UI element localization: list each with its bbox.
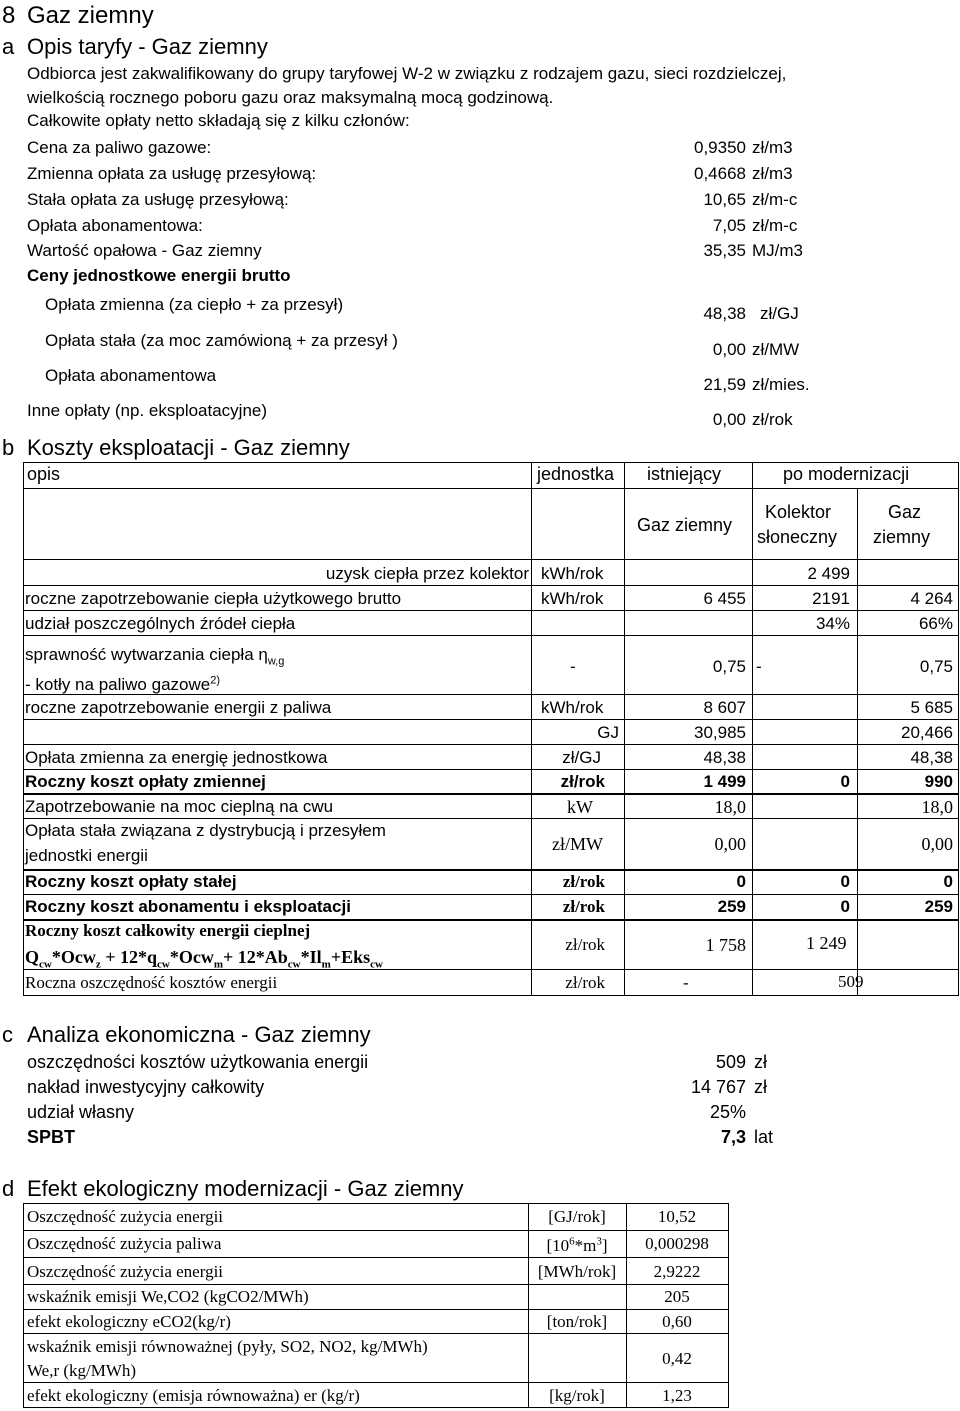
tariff-label: Zmienna opłata za usługę przesyłową:	[27, 164, 317, 183]
subsection-a-title: Opis taryfy - Gaz ziemny	[27, 34, 268, 59]
price-unit: zł/MW	[752, 340, 800, 359]
row-value-istniejacy: 18,0	[714, 797, 746, 817]
subsection-d-letter: d	[2, 1176, 15, 1201]
row-unit: zł/rok	[565, 935, 605, 954]
economic-value: 14 767	[690, 1077, 746, 1097]
row-unit: zł/rok	[560, 772, 605, 791]
tariff-unit: zł/m3	[752, 138, 793, 157]
economic-unit: lat	[754, 1127, 774, 1147]
tariff-value: 35,35	[703, 241, 746, 260]
total-cost-formula: $Q_{cw}*Ocw_z + 12*q_{cw}*Ocw_m+ 12*Ab_{cw}*Il_m+Eks_{cw}$	[25, 947, 383, 971]
price-label: Opłata stała (za moc zamówioną + za przesył )	[45, 331, 398, 350]
col-header-ziemny: ziemny	[873, 527, 931, 547]
ecology-unit: [ton/rok]	[546, 1312, 608, 1331]
row-unit: kWh/rok	[541, 698, 604, 717]
row-label: sprawność wytwarzania ciepła $\eta_{w,g}$	[25, 645, 285, 668]
ecology-unit: $[10^6*m^3]$	[546, 1235, 608, 1255]
price-unit: zł/GJ	[760, 304, 799, 323]
price-unit: zł/mies.	[752, 375, 810, 394]
row-label: Zapotrzebowanie na moc cieplną na cwu	[25, 797, 334, 816]
ecology-label: Oszczędność zużycia paliwa	[27, 1234, 222, 1253]
row-value-kolektor: -	[756, 657, 762, 676]
row-value-istniejacy: 48,38	[703, 748, 746, 767]
row-value-kolektor: 0	[840, 872, 850, 891]
row-unit: -	[570, 657, 576, 676]
price-value: 21,59	[703, 375, 746, 394]
ecology-value: 1,23	[662, 1386, 692, 1405]
row-value-kolektor: 509	[838, 972, 864, 991]
row-unit: kW	[567, 797, 593, 817]
row-label: Roczny koszt opłaty zmiennej	[25, 772, 266, 791]
price-label: Inne opłaty (np. eksploatacyjne)	[27, 401, 268, 420]
col-header-istniejacy: istniejący	[647, 464, 722, 484]
row-label: Roczny koszt abonamentu i eksploatacji	[25, 897, 351, 916]
ecology-label: efekt ekologiczny eCO2(kg/r)	[27, 1312, 231, 1331]
tariff-description-2: wielkością rocznego poboru gazu oraz maksymalną mocą godzinową.	[27, 88, 554, 107]
row-unit: kWh/rok	[541, 589, 604, 608]
economic-value: 509	[715, 1052, 746, 1072]
row-value-gaz: 0,75	[919, 657, 953, 676]
tariff-label: Stała opłata za usługę przesyłową:	[27, 190, 289, 209]
row-label: roczne zapotrzebowanie ciepła użytkowego brutto	[25, 589, 402, 608]
row-label: roczne zapotrzebowanie energii z paliwa	[25, 698, 332, 717]
section-title: Gaz ziemny	[27, 2, 154, 29]
row-label: Roczny koszt całkowity energii cieplnej	[25, 921, 311, 940]
row-unit: zł/rok	[562, 897, 605, 916]
subsection-c-letter: c	[2, 1022, 13, 1047]
subsection-a-letter: a	[2, 34, 15, 59]
col-header-opis: opis	[27, 464, 61, 484]
ecology-value: 205	[664, 1287, 690, 1306]
tariff-unit: MJ/m3	[752, 241, 803, 260]
tariff-label: Wartość opałowa - Gaz ziemny	[27, 241, 262, 260]
ecology-unit: [MWh/rok]	[537, 1262, 617, 1281]
tariff-value: 10,65	[703, 190, 746, 209]
economic-label: oszczędności kosztów użytkowania energii	[27, 1052, 369, 1072]
tariff-value: 0,9350	[694, 138, 746, 157]
price-value: 48,38	[703, 304, 746, 323]
subsection-c-title: Analiza ekonomiczna - Gaz ziemny	[27, 1022, 371, 1047]
col-header-gaz-ziemny: Gaz ziemny	[637, 515, 733, 535]
tariff-value: 7,05	[712, 216, 746, 235]
row-label: Opłata stała związana z dystrybucją i przesyłem	[25, 821, 386, 840]
row-label: uzysk ciepła przez kolektor	[325, 564, 529, 583]
economic-label: udział własny	[27, 1102, 135, 1122]
row-value-istniejacy: 1 499	[703, 772, 746, 791]
row-value-kolektor: 2 499	[807, 564, 850, 583]
unit-prices-title: Ceny jednostkowe energii brutto	[27, 266, 291, 285]
row-value-kolektor: 34%	[815, 614, 850, 633]
row-value-kolektor: 0	[840, 772, 850, 791]
row-label: Opłata zmienna za energię jednostkowa	[25, 748, 328, 767]
row-unit: zł/MW	[552, 834, 603, 854]
ecology-value: 10,52	[657, 1207, 697, 1226]
economic-value: 7,3	[720, 1127, 746, 1147]
ecology-value: 0,000298	[645, 1234, 709, 1253]
price-unit: zł/rok	[752, 410, 793, 429]
ecology-label: Oszczędność zużycia energii	[27, 1207, 224, 1226]
row-value-gaz: 18,0	[921, 797, 953, 817]
row-value-istniejacy: 8 607	[703, 698, 746, 717]
subsection-b-letter: b	[2, 435, 15, 460]
ecology-unit: [kg/rok]	[549, 1386, 605, 1405]
row-value-kolektor: 0	[840, 897, 850, 916]
row-value-gaz: 48,38	[910, 748, 953, 767]
row-value-gaz: 0,00	[921, 834, 953, 854]
row-value-istniejacy: -	[683, 973, 689, 992]
price-value: 0,00	[712, 410, 746, 429]
row-value-gaz: 66%	[918, 614, 953, 633]
economic-unit: zł	[754, 1077, 767, 1097]
col-header-kolektor: Kolektor	[765, 502, 832, 522]
row-unit: zł/rok	[562, 872, 605, 891]
subsection-b-title: Koszty eksploatacji - Gaz ziemny	[27, 435, 350, 460]
row-value-istniejacy: 259	[717, 897, 746, 916]
row-value-gaz: 990	[924, 772, 953, 791]
col-header-jednostka: jednostka	[537, 464, 615, 484]
row-value-gaz: 0	[943, 872, 953, 891]
ecology-label: wskaźnik emisji We,CO2 (kgCO2/MWh)	[27, 1287, 309, 1306]
ecology-value: 0,42	[662, 1349, 692, 1368]
row-label: Roczna oszczędność kosztów energii	[25, 973, 278, 992]
economic-value: 25%	[709, 1102, 746, 1122]
row-label: Roczny koszt opłaty stałej	[25, 872, 237, 891]
row-value-istniejacy: 0	[736, 872, 746, 891]
row-value-gaz: 5 685	[910, 698, 953, 717]
row-value-gaz: 259	[924, 897, 953, 916]
economic-unit: zł	[754, 1052, 767, 1072]
col-header-po-modernizacji: po modernizacji	[783, 464, 910, 484]
ecology-label: efekt ekologiczny (emisja równoważna) er (kg/r)	[27, 1386, 360, 1405]
section-number: 8	[2, 2, 16, 29]
row-label-2: - kotły na paliwo gazowe$^{2)}$	[25, 674, 220, 694]
row-value-kolektor: 1 249	[806, 933, 847, 953]
tariff-description-1: Odbiorca jest zakwalifikowany do grupy taryfowej W-2 w związku z rodzajem gazu, sieci rozdzielczej,	[27, 64, 787, 83]
col-header-gaz: Gaz	[888, 502, 922, 522]
row-value-istniejacy: 1 758	[705, 935, 746, 955]
row-value-kolektor: 2191	[812, 589, 850, 608]
row-unit: zł/GJ	[562, 748, 601, 767]
price-label: Opłata abonamentowa	[45, 366, 217, 385]
row-unit: zł/rok	[565, 973, 605, 992]
price-label: Opłata zmienna (za ciepło + za przesył)	[45, 295, 344, 314]
ecology-value: 0,60	[662, 1312, 692, 1331]
subsection-d-title: Efekt ekologiczny modernizacji - Gaz ziemny	[27, 1176, 464, 1201]
row-label-2: jednostki energii	[25, 846, 148, 865]
ecology-unit: [GJ/rok]	[548, 1207, 606, 1226]
row-unit: kWh/rok	[541, 564, 604, 583]
row-unit: GJ	[597, 723, 619, 742]
tariff-label: Cena za paliwo gazowe:	[27, 138, 212, 157]
economic-label: SPBT	[27, 1127, 76, 1147]
ecology-label: wskaźnik emisji równoważnej (pyły, SO2, NO2, kg/MWh)	[27, 1337, 428, 1356]
tariff-label: Opłata abonamentowa:	[27, 216, 203, 235]
tariff-value: 0,4668	[694, 164, 746, 183]
tariff-unit: zł/m3	[752, 164, 793, 183]
ecology-label-2: We,r (kg/MWh)	[27, 1361, 137, 1380]
ecology-label: Oszczędność zużycia energii	[27, 1262, 224, 1281]
col-header-sloneczny: słoneczny	[757, 527, 838, 547]
economic-label: nakład inwestycyjny całkowity	[27, 1077, 265, 1097]
price-value: 0,00	[712, 340, 746, 359]
row-value-gaz: 20,466	[901, 723, 953, 742]
ecology-value: 2,9222	[653, 1262, 701, 1281]
tariff-unit: zł/m-c	[752, 190, 798, 209]
row-value-istniejacy: 6 455	[703, 589, 746, 608]
row-label: udział poszczególnych źródeł ciepła	[25, 614, 296, 633]
row-value-istniejacy: 0,00	[714, 834, 746, 854]
row-value-istniejacy: 0,75	[712, 657, 746, 676]
row-value-istniejacy: 30,985	[694, 723, 746, 742]
tariff-description-3: Całkowite opłaty netto składają się z kilku członów:	[27, 111, 410, 130]
row-value-gaz: 4 264	[910, 589, 953, 608]
tariff-unit: zł/m-c	[752, 216, 798, 235]
